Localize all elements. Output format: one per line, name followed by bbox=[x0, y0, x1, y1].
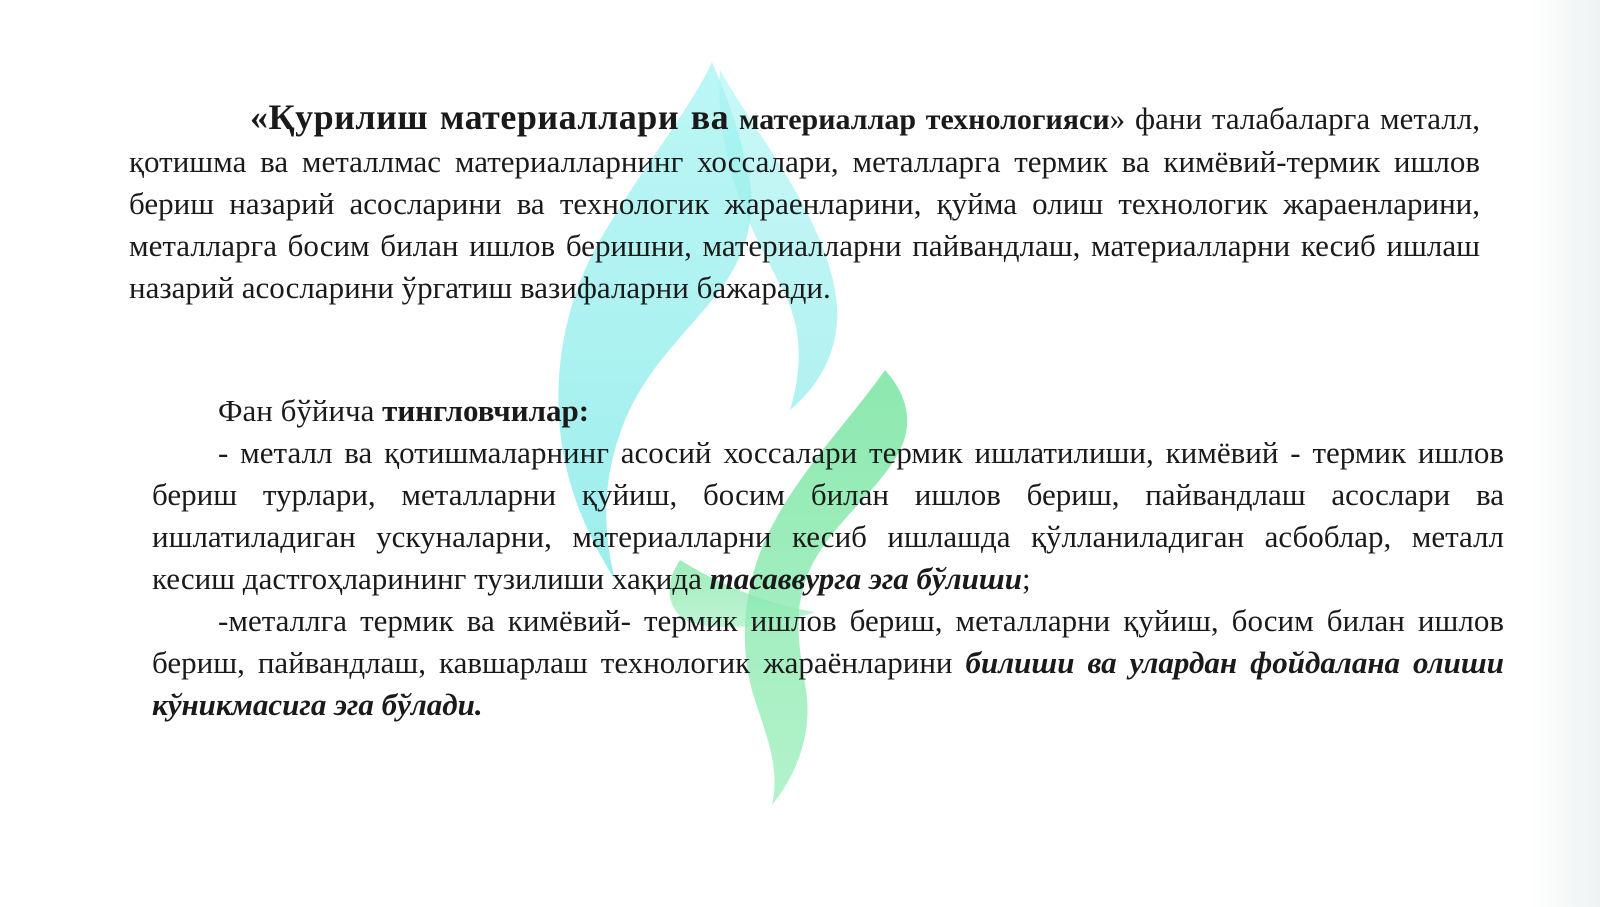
intro-paragraph bbox=[129, 96, 1480, 309]
right-edge-shadow bbox=[1530, 0, 1600, 907]
intro-text: фани талабаларга металл, қотишма ва металлмас материалларнинг хоссалари, металларга термик ва кимёвий-термик ишлов бериш назарий асосларини ва технологик жараенларини, қуйма олиш технологик жараенларини, металларга босим билан ишлов беришни, материалларни пайвандлаш, материалларни кесиб ишлаш назарий асосларини ўргатиш вазифаларни бажаради. bbox=[129, 101, 1481, 305]
subject-title-part2: материаллар технологияси bbox=[739, 103, 1110, 136]
title-quote-open: « bbox=[250, 97, 269, 137]
subject-title-part1: Қурилиш материаллари ва bbox=[268, 97, 730, 137]
learners-item-2-emphasis: билиши ва улардан фойдалана олиши кўникмасига эга бўлади. bbox=[152, 645, 1504, 722]
learners-item-1-text: - металл ва қотишмаларнинг асосий хоссалари термик ишлатилиши, кимёвий - термик ишлов бериш турлари, металларни қуйиш, босим билан ишлов бериш, пайвандлаш асослари ва ишлатиладиган ускуналарни, материалларни кесиб ишлашда қўлланиладиган асбоблар, металл кесиш дастгоҳларининг тузилиши хақида bbox=[152, 435, 1504, 596]
learners-item-1 bbox=[152, 432, 1504, 600]
learners-lead-bold: тингловчилар: bbox=[382, 393, 590, 428]
learners-section bbox=[152, 390, 1504, 726]
learners-item-2 bbox=[152, 600, 1504, 726]
learners-item-1-end: ; bbox=[1021, 561, 1031, 596]
learners-item-2-text: -металлга термик ва кимёвий- термик ишлов бериш, металларни қуйиш, босим билан ишлов бериш, пайвандлаш, кавшарлаш технологик жараёнларини bbox=[152, 603, 1504, 680]
learners-lead bbox=[152, 390, 1504, 432]
learners-lead-text: Фан бўйича bbox=[218, 393, 383, 428]
learners-item-1-emphasis: тасаввурга эга бўлиши bbox=[709, 561, 1022, 596]
intro-body bbox=[129, 96, 1480, 309]
title-quote-close: » bbox=[1109, 101, 1126, 136]
